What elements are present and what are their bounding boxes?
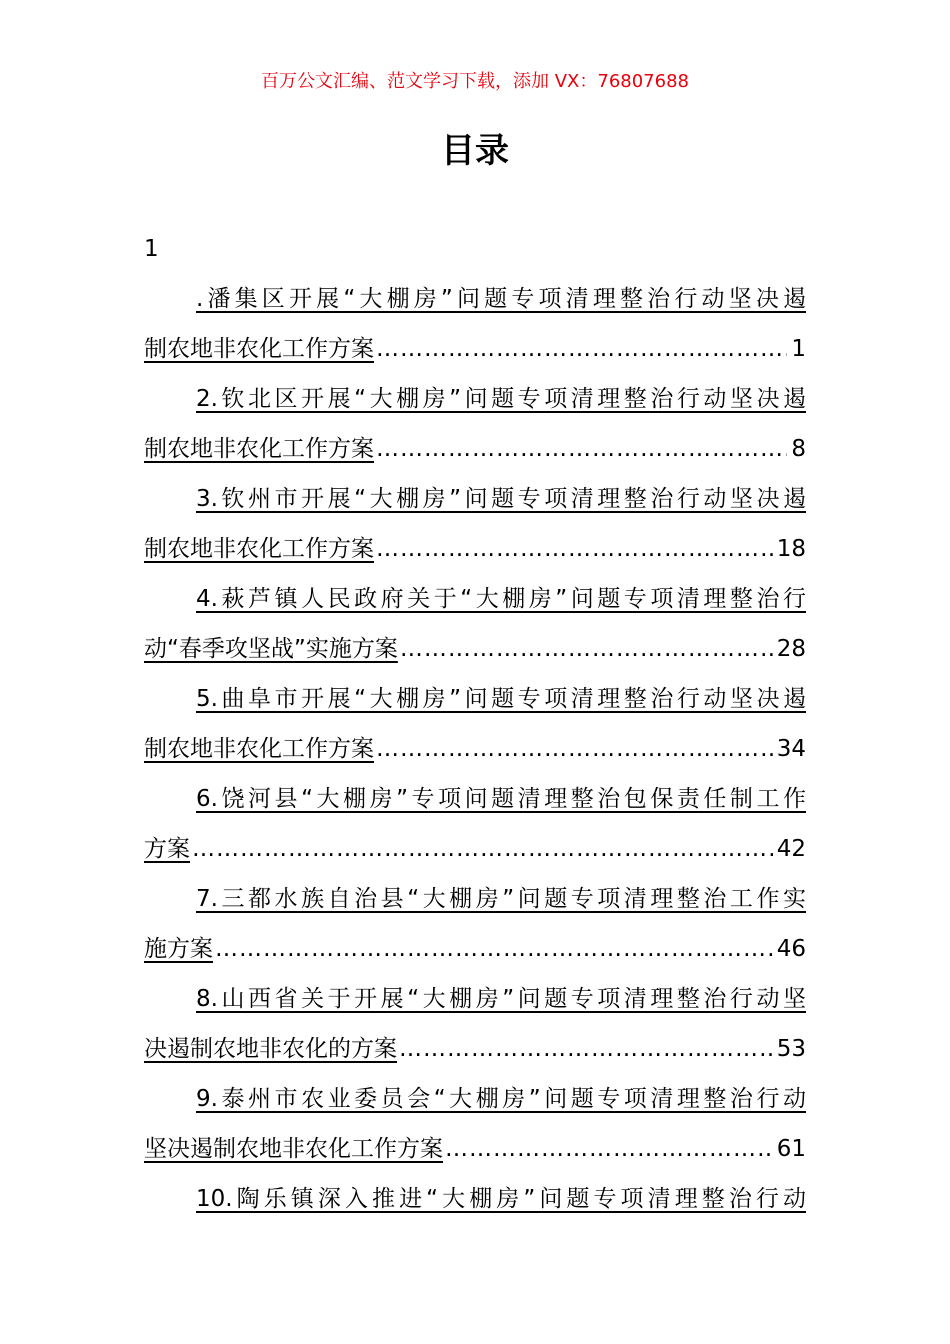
toc-entry-title-cont: 制农地非农化工作方案	[144, 336, 374, 362]
toc-entry-title: 5.曲阜市开展“大棚房”问题专项清理整治行动坚决遏	[196, 686, 806, 712]
header-note: 百万公文汇编、范文学习下载，添加 VX：76807688	[261, 71, 689, 92]
lead-number: 1	[144, 236, 159, 262]
toc-entry-2[interactable]	[144, 374, 806, 474]
toc-page-number: 1	[791, 336, 806, 362]
toc-entry-title: 3.钦州市开展“大棚房”问题专项清理整治行动坚决遏	[196, 486, 806, 512]
dot-leader	[445, 1124, 773, 1174]
toc-page-number: 28	[776, 636, 806, 662]
dot-leader	[400, 624, 773, 674]
toc-entry-title-cont: 坚决遏制农地非农化工作方案	[144, 1136, 443, 1162]
toc-entry-3[interactable]	[144, 474, 806, 574]
dot-leader	[215, 924, 773, 974]
dot-leader	[376, 324, 787, 374]
toc-entry-title-cont: 动“春季攻坚战”实施方案	[144, 636, 398, 662]
page-title: 目录	[441, 131, 509, 171]
toc-entry-title: 9.泰州市农业委员会“大棚房”问题专项清理整治行动	[196, 1086, 806, 1112]
dot-leader	[376, 524, 773, 574]
toc-entry-title-cont: 制农地非农化工作方案	[144, 536, 374, 562]
toc-entry-title: 6.饶河县“大棚房”专项问题清理整治包保责任制工作	[196, 786, 806, 812]
toc-entry-title-cont: 制农地非农化工作方案	[144, 436, 374, 462]
toc-page-number: 18	[776, 536, 806, 562]
dot-leader	[192, 824, 773, 874]
toc-entry-7[interactable]	[144, 874, 806, 974]
toc-entry-title-cont: 方案	[144, 836, 190, 862]
toc-entry-title: 7.三都水族自治县“大棚房”问题专项清理整治工作实	[196, 886, 806, 912]
toc-entry-5[interactable]	[144, 674, 806, 774]
table-of-contents	[144, 274, 806, 1224]
toc-page-number: 46	[776, 936, 806, 962]
toc-entry-6[interactable]	[144, 774, 806, 874]
toc-page-number: 34	[776, 736, 806, 762]
toc-page-number: 42	[776, 836, 806, 862]
toc-page-number: 8	[791, 436, 806, 462]
dot-leader	[376, 424, 787, 474]
toc-entry-title-cont: 制农地非农化工作方案	[144, 736, 374, 762]
toc-entry-title: 10.陶乐镇深入推进“大棚房”问题专项清理整治行动	[196, 1186, 806, 1212]
toc-entry-9[interactable]	[144, 1074, 806, 1174]
toc-entry-10[interactable]	[144, 1174, 806, 1224]
toc-entry-4[interactable]	[144, 574, 806, 674]
toc-entry-title-cont: 施方案	[144, 936, 213, 962]
dot-leader	[399, 1024, 773, 1074]
toc-entry-title: 8.山西省关于开展“大棚房”问题专项清理整治行动坚	[196, 986, 806, 1012]
toc-entry-title: .潘集区开展“大棚房”问题专项清理整治行动坚决遏	[196, 286, 806, 312]
toc-entry-title-cont: 决遏制农地非农化的方案	[144, 1036, 397, 1062]
toc-page-number: 53	[776, 1036, 806, 1062]
toc-entry-title: 4.萩芦镇人民政府关于“大棚房”问题专项清理整治行	[196, 586, 806, 612]
dot-leader	[376, 724, 773, 774]
toc-entry-1[interactable]	[144, 274, 806, 374]
toc-page-number: 61	[776, 1136, 806, 1162]
toc-entry-8[interactable]	[144, 974, 806, 1074]
toc-entry-title: 2.钦北区开展“大棚房”问题专项清理整治行动坚决遏	[196, 386, 806, 412]
